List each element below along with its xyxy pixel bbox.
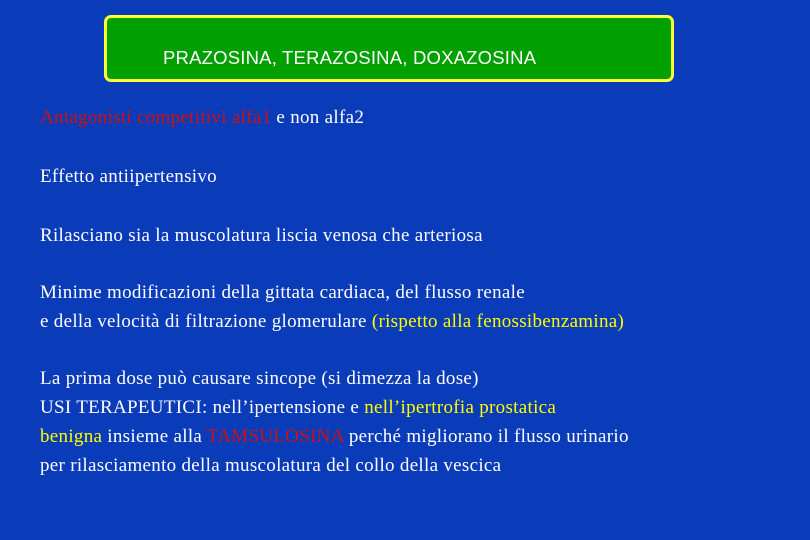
- ipertrofia-highlight: nell’ipertrofia prostatica: [364, 397, 557, 418]
- line-effetto: Effetto antiipertensivo: [40, 166, 217, 187]
- title-box: [104, 15, 674, 82]
- antagonisti-highlight: Antagonisti competitivi alfa1: [40, 107, 272, 128]
- insieme-text: insieme alla: [102, 426, 207, 447]
- slide-title: PRAZOSINA, TERAZOSINA, DOXAZOSINA: [163, 47, 537, 68]
- line-velocita: [40, 311, 624, 333]
- line-benigna: [40, 426, 629, 448]
- line-prima-dose: La prima dose può causare sincope (si dimezza la dose): [40, 368, 479, 389]
- fenossibenzamina-highlight: (rispetto alla fenossibenzamina): [371, 311, 625, 332]
- velocita-text: e della velocità di filtrazione glomerulare: [40, 311, 372, 332]
- line-minime: Minime modificazioni della gittata cardiaca, del flusso renale: [40, 282, 525, 303]
- line-rilasciamento: per rilasciamento della muscolatura del collo della vescica: [40, 455, 502, 476]
- line-antagonisti: [40, 107, 364, 129]
- antagonisti-rest: e non alfa2: [271, 107, 365, 128]
- line-rilasciano: Rilasciano sia la muscolatura liscia venosa che arteriosa: [40, 225, 483, 246]
- benigna-highlight: benigna: [40, 426, 103, 447]
- line-usi: [40, 397, 556, 419]
- tamsulosina-highlight: TAMSULOSINA: [206, 426, 344, 447]
- migliorano-text: perché migliorano il flusso urinario: [343, 426, 629, 447]
- usi-text: USI TERAPEUTICI: nell’ipertensione e: [40, 397, 365, 418]
